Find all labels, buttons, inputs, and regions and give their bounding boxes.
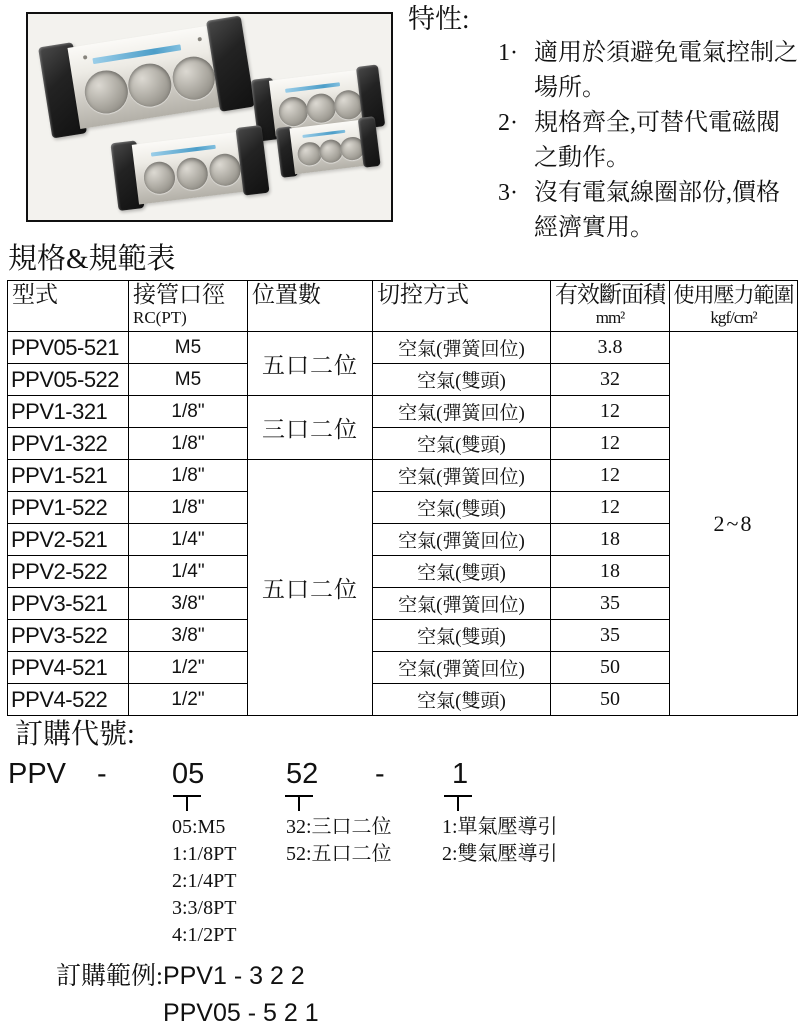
valve-port: [207, 152, 242, 187]
example-code: PPV05 - 5 2 1: [162, 999, 319, 1027]
valve-port: [142, 160, 177, 195]
spec-table-body: [8, 332, 798, 716]
feature-number: 3·: [498, 180, 518, 206]
valve-screw: [197, 37, 202, 42]
legend-column-valve-type: [286, 814, 392, 868]
control-mode-cell: 空氣(彈簧回位): [373, 460, 551, 492]
feature-item: [498, 176, 800, 246]
column-header: [373, 281, 551, 332]
feature-text-wrapped: 之動作。: [534, 145, 630, 171]
column-header-label: 有效斷面積: [555, 282, 665, 307]
control-mode-cell: 空氣(彈簧回位): [373, 396, 551, 428]
model-cell: PPV3-521: [8, 588, 129, 620]
column-header: [670, 281, 798, 332]
tick-mark: [444, 795, 472, 811]
tick-mark: [285, 795, 313, 811]
effective-area-cell: 3.8: [551, 332, 670, 364]
legend-item: 32:三口二位: [286, 816, 392, 838]
control-mode-cell: 空氣(彈簧回位): [373, 588, 551, 620]
valve-image-small: [275, 114, 381, 180]
table-row: [8, 332, 798, 364]
code-part-valve-type: 52: [286, 758, 319, 790]
effective-area-cell: 50: [551, 684, 670, 716]
feature-text-wrapped: 經濟實用。: [534, 215, 654, 241]
tick-mark: [173, 795, 201, 811]
port-size-cell: 1/8": [129, 428, 248, 460]
column-header-label: 型式: [12, 282, 58, 307]
position-cell: 五口二位: [248, 460, 373, 716]
effective-area-cell: 35: [551, 588, 670, 620]
port-size-cell: 1/8": [129, 460, 248, 492]
effective-area-cell: 12: [551, 396, 670, 428]
code-part-dash: -: [97, 758, 107, 790]
legend-item: 1:1/8PT: [172, 843, 237, 865]
column-header-label: 切控方式: [377, 282, 469, 307]
legend-item: 1:單氣壓導引: [442, 816, 558, 838]
effective-area-cell: 12: [551, 428, 670, 460]
legend-item: 2:雙氣壓導引: [442, 843, 558, 865]
pressure-range-cell: 2~8: [670, 332, 798, 716]
code-part-actuation: 1: [452, 758, 469, 790]
header-row: [8, 281, 798, 332]
port-size-cell: M5: [129, 332, 248, 364]
ordering-example: [56, 958, 319, 1032]
port-size-cell: 1/8": [129, 492, 248, 524]
feature-number: 1·: [498, 40, 518, 66]
port-size-cell: 3/8": [129, 588, 248, 620]
port-size-cell: 1/4": [129, 556, 248, 588]
feature-item: [498, 36, 800, 106]
legend-item: 2:1/4PT: [172, 870, 237, 892]
valve-label-strip: [302, 130, 345, 138]
feature-item: [498, 106, 800, 176]
control-mode-cell: 空氣(雙頭): [373, 684, 551, 716]
ordering-example-codes: [163, 958, 319, 1032]
column-header-sub-label: kgf/cm²: [710, 308, 757, 327]
port-size-cell: 1/4": [129, 524, 248, 556]
effective-area-cell: 35: [551, 620, 670, 652]
ordering-title: 訂購代號:: [15, 719, 135, 750]
legend-column-actuation: [442, 814, 558, 868]
model-cell: PPV05-521: [8, 332, 129, 364]
model-cell: PPV2-522: [8, 556, 129, 588]
legend-item: 05:M5: [172, 816, 226, 838]
feature-line: [498, 106, 800, 141]
model-cell: PPV1-521: [8, 460, 129, 492]
control-mode-cell: 空氣(彈簧回位): [373, 652, 551, 684]
control-mode-cell: 空氣(雙頭): [373, 556, 551, 588]
ordering-example-label: 訂購範例:: [56, 963, 163, 990]
port-size-cell: 1/2": [129, 652, 248, 684]
code-part-port-size: 05: [172, 758, 205, 790]
position-cell: 五口二位: [248, 332, 373, 396]
model-cell: PPV05-522: [8, 364, 129, 396]
valve-port: [169, 53, 218, 102]
feature-text: 沒有電氣線圈部份,價格: [534, 180, 780, 206]
column-header: [248, 281, 373, 332]
column-header-label: 位置數: [252, 282, 321, 307]
valve-body: [132, 131, 248, 204]
feature-text-wrapped: 場所。: [534, 75, 606, 101]
port-size-cell: 1/2": [129, 684, 248, 716]
effective-area-cell: 12: [551, 492, 670, 524]
control-mode-cell: 空氣(彈簧回位): [373, 332, 551, 364]
control-mode-cell: 空氣(雙頭): [373, 492, 551, 524]
model-cell: PPV1-322: [8, 428, 129, 460]
model-cell: PPV4-521: [8, 652, 129, 684]
effective-area-cell: 18: [551, 556, 670, 588]
effective-area-cell: 50: [551, 652, 670, 684]
feature-line: [498, 36, 800, 71]
model-cell: PPV3-522: [8, 620, 129, 652]
legend-item: 3:3/8PT: [172, 897, 237, 919]
code-part-dash: -: [375, 758, 385, 790]
feature-text: 規格齊全,可替代電磁閥: [534, 110, 780, 136]
control-mode-cell: 空氣(雙頭): [373, 428, 551, 460]
valve-screw: [83, 55, 88, 60]
valve-body: [290, 120, 367, 174]
valve-port: [175, 156, 210, 191]
effective-area-cell: 18: [551, 524, 670, 556]
column-header-sub-label: RC(PT): [133, 308, 187, 327]
model-cell: PPV1-522: [8, 492, 129, 524]
model-cell: PPV2-521: [8, 524, 129, 556]
product-photo: [26, 12, 393, 222]
legend-item: 4:1/2PT: [172, 924, 237, 946]
valve-body: [67, 25, 226, 129]
spec-table: [7, 280, 798, 716]
column-header: [8, 281, 129, 332]
column-header: [129, 281, 248, 332]
valve-port: [82, 67, 131, 116]
valve-label-strip: [93, 44, 181, 64]
column-header-label: 接管口徑: [133, 282, 225, 307]
column-header: [551, 281, 670, 332]
effective-area-cell: 32: [551, 364, 670, 396]
valve-label-strip: [151, 145, 217, 157]
feature-list: [408, 36, 800, 246]
valve-image-medium: [110, 123, 270, 213]
effective-area-cell: 12: [551, 460, 670, 492]
column-header-sub-label: mm²: [595, 308, 625, 327]
column-header-label: 使用壓力範圍: [673, 283, 794, 307]
code-part-series: PPV: [8, 758, 67, 790]
port-size-cell: M5: [129, 364, 248, 396]
feature-text: 適用於須避免電氣控制之: [534, 40, 798, 66]
port-size-cell: 1/8": [129, 396, 248, 428]
spec-table-header: [8, 281, 798, 332]
control-mode-cell: 空氣(彈簧回位): [373, 524, 551, 556]
legend-column-port-size: [172, 814, 236, 949]
spec-table-title: 規格&規範表: [8, 243, 176, 275]
control-mode-cell: 空氣(雙頭): [373, 620, 551, 652]
legend-item: 52:五口二位: [286, 843, 392, 865]
features-section: [408, 2, 800, 246]
feature-line: [498, 176, 800, 211]
valve-image-large: [38, 13, 256, 142]
model-cell: PPV4-522: [8, 684, 129, 716]
control-mode-cell: 空氣(雙頭): [373, 364, 551, 396]
feature-number: 2·: [498, 110, 518, 136]
valve-port: [296, 141, 322, 167]
valve-label-strip: [285, 82, 340, 93]
features-title: 特性:: [408, 4, 470, 34]
model-cell: PPV1-321: [8, 396, 129, 428]
port-size-cell: 3/8": [129, 620, 248, 652]
example-code: PPV1 - 3 2 2: [162, 962, 305, 990]
position-cell: 三口二位: [248, 396, 373, 460]
valve-port: [125, 60, 174, 109]
